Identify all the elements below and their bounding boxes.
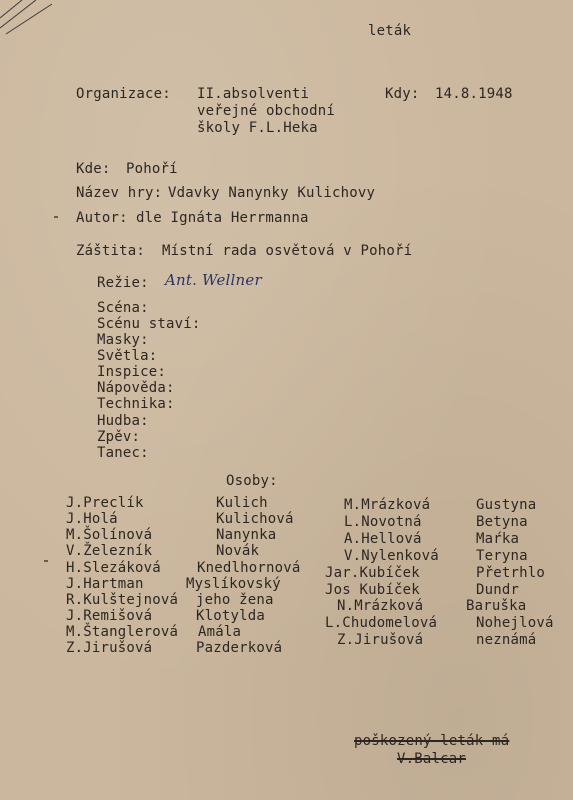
cast-role: jeho žena [196, 592, 274, 608]
cast-role: Přetrhlo [476, 565, 546, 581]
cast-role: neznámá [476, 632, 537, 648]
cast-role: Nanynka [216, 527, 277, 543]
cast-actor: M.Štanglerová [66, 624, 179, 640]
role-scena: Scéna: [97, 300, 149, 316]
organizace-line-2: veřejné obchodní [197, 103, 336, 119]
cast-actor: J.Hartman [66, 576, 144, 592]
cast-role: Kulich [216, 495, 268, 511]
corner-pen-marks [0, 0, 60, 40]
cast-role: Knedlhornová [197, 560, 301, 576]
kdy-label: Kdy: [385, 86, 420, 102]
cast-actor: J.Remišová [66, 608, 153, 624]
kde-label: Kde: [76, 161, 111, 177]
cast-actor: N.Mrázková [337, 598, 424, 614]
kde-value: Pohoří [126, 161, 178, 177]
osoby-heading: Osoby: [226, 473, 278, 489]
cast-role: Amála [198, 624, 242, 640]
role-zpev: Zpěv: [97, 429, 141, 445]
cast-role: Pazderková [196, 640, 283, 656]
zastita-value: Místní rada osvětová v Pohoří [162, 243, 413, 259]
role-napoveda: Nápověda: [97, 380, 175, 396]
note-line-1: poškozený leták má [354, 733, 510, 749]
role-tanec: Tanec: [97, 445, 149, 461]
cast-actor: M.Šolínová [66, 527, 153, 543]
organizace-line-1: II.absolventi [197, 86, 310, 102]
cast-role: Dundr [476, 582, 520, 598]
note-line-2: V.Balcar [397, 751, 467, 767]
autor-value: dle Ignáta Herrmanna [136, 210, 309, 226]
cast-actor: J.Preclík [66, 495, 144, 511]
cast-actor: R.Kulštejnová [66, 592, 179, 608]
cast-actor: H.Slezáková [66, 560, 161, 576]
zastita-label: Záštita: [76, 243, 146, 259]
cast-role: Nohejlová [476, 615, 554, 631]
role-masky: Masky: [97, 332, 149, 348]
role-scenu-stavi: Scénu staví: [97, 316, 201, 332]
cast-actor: Jos Kubíček [325, 582, 420, 598]
rezie-signature: Ant. Wellner [165, 271, 262, 289]
cast-role: Novák [216, 543, 260, 559]
margin-mark [54, 216, 58, 218]
cast-role: Teryna [476, 548, 528, 564]
cast-role: Maŕka [476, 531, 520, 547]
cast-actor: Jar.Kubíček [325, 565, 420, 581]
organizace-line-3: školy F.L.Heka [197, 120, 318, 136]
kdy-value: 14.8.1948 [435, 86, 513, 102]
cast-actor: Z.Jirušová [66, 640, 153, 656]
cast-role: Baruška [466, 598, 527, 614]
margin-mark [44, 560, 48, 562]
cast-actor: M.Mrázková [344, 497, 431, 513]
cast-role: Klotylda [196, 608, 266, 624]
cast-role: Myslíkovský [186, 576, 281, 592]
nazev-value: Vdavky Nanynky Kulichovy [168, 185, 376, 201]
nazev-label: Název hry: [76, 185, 163, 201]
autor-label: Autor: [76, 210, 128, 226]
cast-actor: V.Nylenková [344, 548, 439, 564]
organizace-label: Organizace: [76, 86, 171, 102]
rezie-label: Režie: [97, 275, 149, 291]
cast-actor: L.Novotná [344, 514, 422, 530]
cast-actor: A.Hellová [344, 531, 422, 547]
cast-role: Kulichová [216, 511, 294, 527]
role-technika: Technika: [97, 396, 175, 412]
doc-type-label: leták [368, 23, 412, 39]
cast-actor: L.Chudomelová [325, 615, 438, 631]
cast-role: Betyna [476, 514, 528, 530]
role-svetla: Světla: [97, 348, 158, 364]
cast-actor: V.Železník [66, 543, 153, 559]
role-inspice: Inspice: [97, 364, 167, 380]
cast-actor: Z.Jirušová [337, 632, 424, 648]
role-hudba: Hudba: [97, 413, 149, 429]
cast-actor: J.Holá [66, 511, 118, 527]
cast-role: Gustyna [476, 497, 537, 513]
